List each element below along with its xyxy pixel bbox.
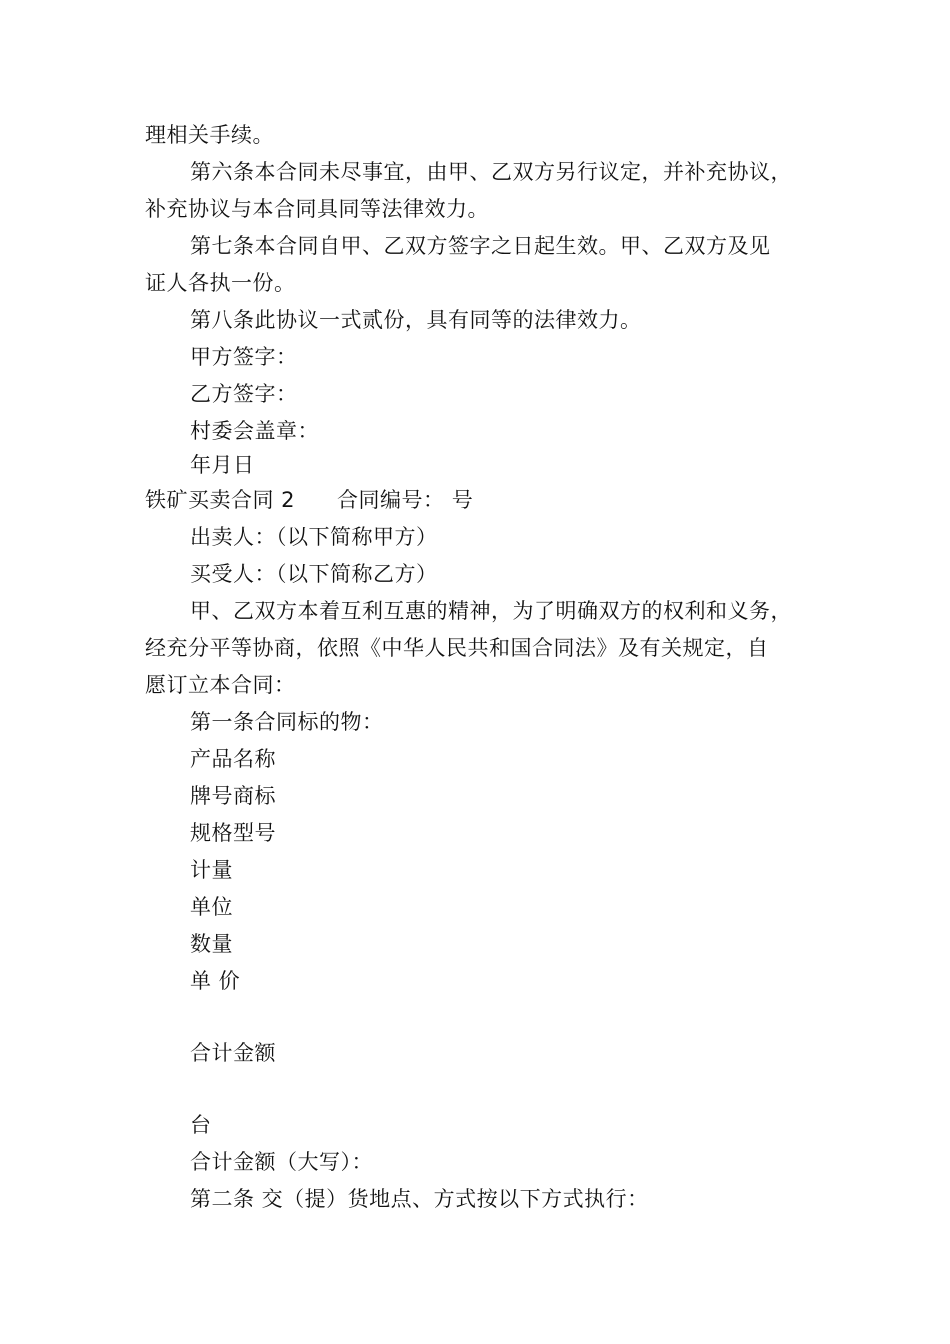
clause-six-line-1: 第六条本合同未尽事宜，由甲、乙双方另行议定，并补充协议， [190,160,792,184]
preamble-line-3: 愿订立本合同： [145,673,296,697]
text-line: 理相关手续。 [145,123,274,147]
product-name-label: 产品名称 [190,747,276,771]
total-amount-label: 合计金额 [190,1041,276,1065]
village-committee-seal-label: 村委会盖章： [190,419,319,443]
model-label: 规格型号 [190,821,276,845]
clause-seven-line-1: 第七条本合同自甲、乙双方签字之日起生效。甲、乙双方及见 [190,234,771,258]
unit-tai-label: 台 [190,1113,212,1137]
preamble-line-1: 甲、乙双方本着互利互惠的精神，为了明确双方的权利和义务， [190,599,792,623]
unit-label: 单位 [190,895,233,919]
date-label: 年月日 [190,453,255,477]
party-b-signature-label: 乙方签字： [190,382,298,406]
seller-label: 出卖人：（以下简称甲方） [190,525,438,549]
contract-title: 铁矿买卖合同 2 [145,488,296,512]
clause-one-heading: 第一条合同标的物： [190,710,384,734]
total-amount-capital-label: 合计金额（大写）： [190,1150,373,1174]
contract-title-line [145,486,473,514]
buyer-label: 买受人：（以下简称乙方） [190,562,438,586]
clause-six-line-2: 补充协议与本合同具同等法律效力。 [145,197,489,221]
clause-seven-line-2: 证人各执一份。 [145,271,296,295]
unit-price-label: 单 价 [190,969,241,993]
contract-number-label: 合同编号： 号 [337,488,474,512]
clause-eight: 第八条此协议一式贰份，具有同等的法律效力。 [190,308,642,332]
party-a-signature-label: 甲方签字： [190,345,298,369]
preamble-line-2: 经充分平等协商，依照《中华人民共和国合同法》及有关规定，自 [145,636,769,660]
clause-two-heading: 第二条 交（提）货地点、方式按以下方式执行： [190,1187,649,1211]
brand-label: 牌号商标 [190,784,276,808]
measure-label: 计量 [190,858,233,882]
quantity-label: 数量 [190,932,233,956]
